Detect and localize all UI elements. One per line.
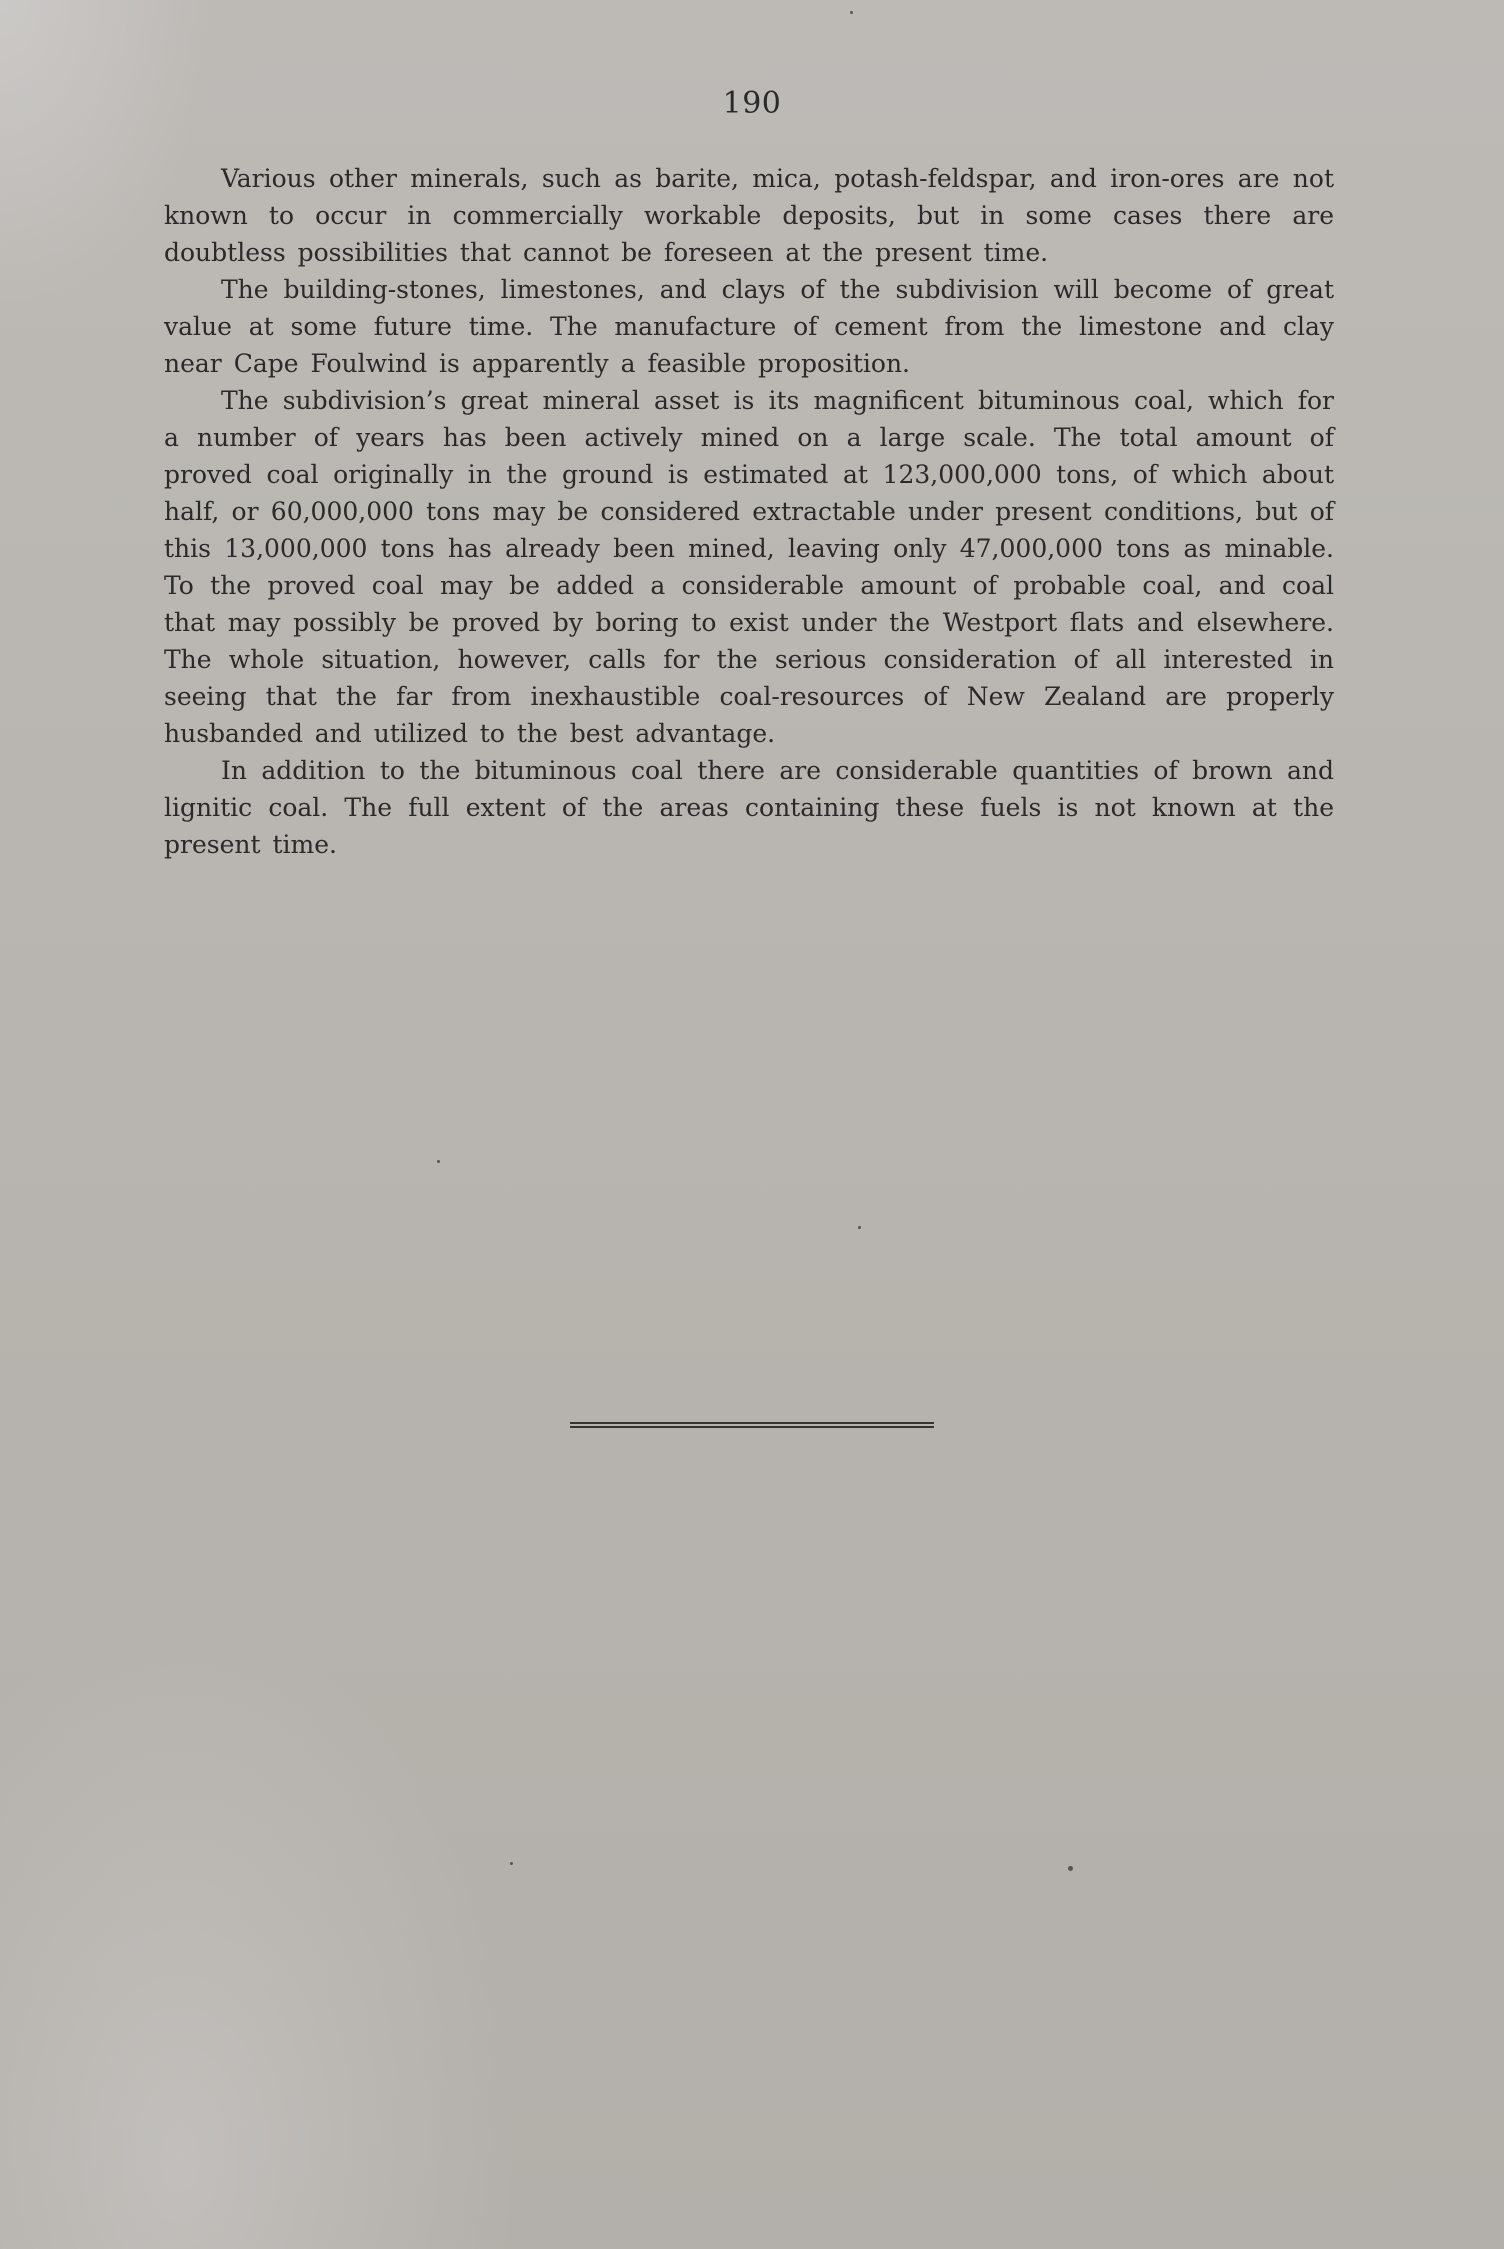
paragraph-bituminous-coal: The subdivision’s great mineral asset is its magnificent bituminous coal, which for a number of years has been actively mined on a large scale. The total amount of proved coal originally in the ground is estimated at 123,000,000 tons, of which about half, or 60,000,000 tons may be considered extractable under present conditions, but of this 13,000,000 tons has already been mined, leaving only 47,000,000 tons as minable. To the proved coal may be added a considerable amount of probable coal, and coal that may possibly be proved by boring to exist under the Westport flats and elsewhere. The whole situation, however, calls for the serious consideration of all interested in seeing that the far from inexhaustible coal-resources of New Zealand are properly husbanded and utilized to the best advantage. bbox=[164, 386, 1334, 748]
paper-speck bbox=[858, 1226, 861, 1229]
paper-speck bbox=[1068, 1866, 1073, 1871]
paper-speck bbox=[437, 1160, 440, 1163]
body-text bbox=[164, 160, 1334, 863]
closing-double-rule bbox=[570, 1422, 934, 1428]
page-number: 190 bbox=[722, 86, 782, 121]
paper-speck bbox=[850, 11, 853, 14]
paper-speck bbox=[510, 1862, 513, 1865]
paragraph-building-stones: The building-stones, limestones, and clays of the subdivision will become of great value at some future time. The manufacture of cement from the limestone and clay near Cape Foulwind is apparently a feasible proposition. bbox=[164, 275, 1334, 378]
paragraph-minerals: Various other minerals, such as barite, mica, potash-feldspar, and iron-ores are not known to occur in commercially workable deposits, but in some cases there are doubtless possibilities that cannot be foreseen at the present time. bbox=[164, 164, 1334, 267]
paragraph-brown-coal: In addition to the bituminous coal there are considerable quantities of brown and lignitic coal. The full extent of the areas containing these fuels is not known at the present time. bbox=[164, 756, 1334, 859]
